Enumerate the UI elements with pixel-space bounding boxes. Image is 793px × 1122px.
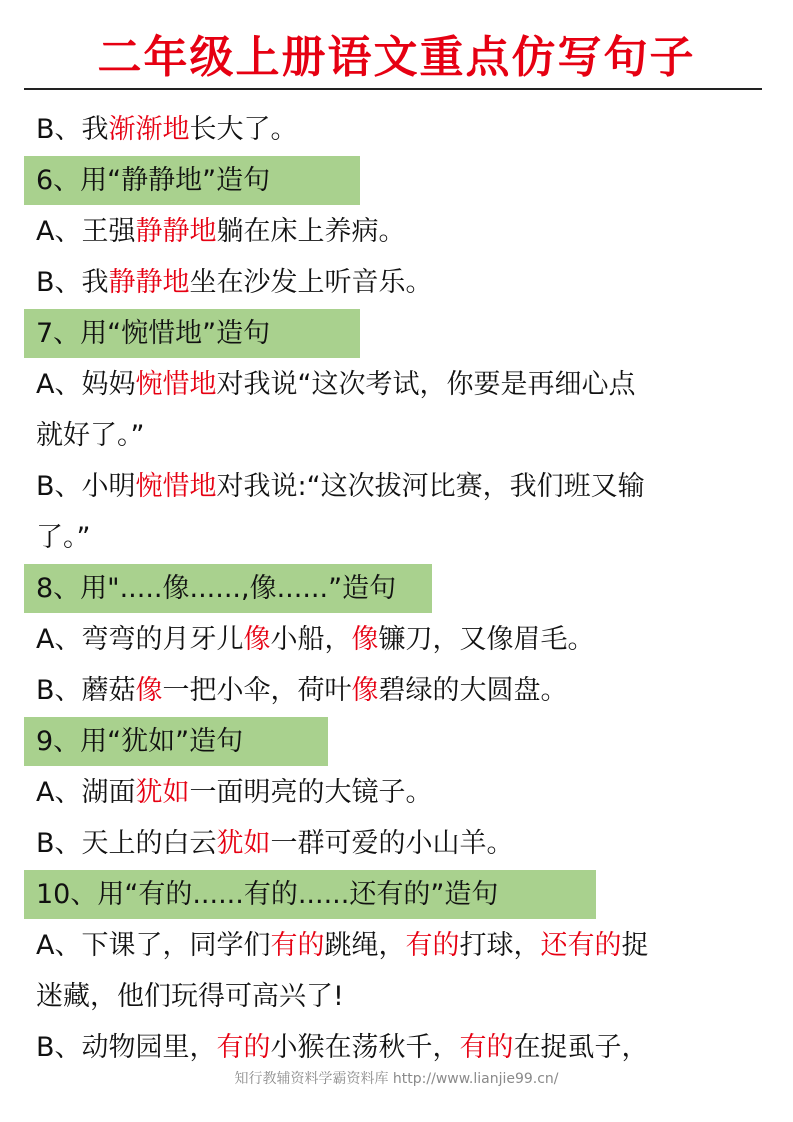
sentence-text: 我 <box>81 267 109 298</box>
sentence-text: 小猴在荡秋千， <box>270 1032 460 1063</box>
sentence-line <box>36 461 760 512</box>
sentence-text: 对我说:“这次拔河比赛，我们班又输 <box>216 471 645 502</box>
highlighted-keyword: 还有的 <box>540 930 622 961</box>
sentence-line <box>36 257 760 308</box>
sentence-prefix: B、 <box>36 828 82 859</box>
sentence-prefix: A、 <box>36 216 82 247</box>
heading-text: 9、用“犹如”造句 <box>36 726 244 757</box>
sentence-line <box>36 1022 760 1073</box>
highlighted-keyword: 像 <box>135 675 163 706</box>
sentence-line <box>36 512 760 563</box>
sentence-line <box>36 971 760 1022</box>
sentence-prefix: A、 <box>36 777 82 808</box>
highlighted-keyword: 有的 <box>459 1032 514 1063</box>
sentence-list <box>36 104 760 1073</box>
sentence-prefix: B、 <box>36 1032 82 1063</box>
highlighted-keyword: 像 <box>243 624 271 655</box>
sentence-prefix: B、 <box>36 471 82 502</box>
sentence-text: 妈妈 <box>81 369 136 400</box>
sentence-text: 了。” <box>36 522 91 553</box>
heading-text: 8、用".....像......,像......”造句 <box>36 573 397 604</box>
sentence-text: 对我说“这次考试，你要是再细心点 <box>216 369 636 400</box>
sentence-prefix: A、 <box>36 369 82 400</box>
sentence-line <box>36 665 760 716</box>
sentence-text: 下课了，同学们 <box>81 930 271 961</box>
highlighted-keyword: 像 <box>351 675 379 706</box>
sentence-text: 小船， <box>270 624 352 655</box>
heading-text: 10、用“有的......有的......还有的”造句 <box>36 879 499 910</box>
sentence-text: 天上的白云 <box>81 828 217 859</box>
highlighted-keyword: 有的 <box>216 1032 271 1063</box>
sentence-text: 弯弯的月牙儿 <box>81 624 244 655</box>
sentence-text: 王强 <box>81 216 136 247</box>
sentence-text: 坐在沙发上听音乐。 <box>189 267 433 298</box>
highlighted-keyword: 有的 <box>405 930 460 961</box>
title-divider <box>24 88 762 90</box>
sentence-text: 捉 <box>621 930 649 961</box>
sentence-prefix: B、 <box>36 267 82 298</box>
sentence-text: 蘑菇 <box>81 675 136 706</box>
highlighted-keyword: 惋惜地 <box>135 471 217 502</box>
sentence-text: 我 <box>81 114 109 145</box>
section-heading <box>36 716 760 767</box>
sentence-line <box>36 920 760 971</box>
sentence-text: 湖面 <box>81 777 136 808</box>
section-heading <box>36 308 760 359</box>
page-title: 二年级上册语文重点仿写句子 <box>97 32 696 83</box>
highlighted-keyword: 静静地 <box>108 267 190 298</box>
highlighted-keyword: 犹如 <box>135 777 190 808</box>
sentence-text: 迷藏，他们玩得可高兴了! <box>36 981 344 1012</box>
sentence-text: 在捉虱子， <box>513 1032 649 1063</box>
sentence-text: 一面明亮的大镜子。 <box>189 777 433 808</box>
sentence-text: 动物园里， <box>81 1032 217 1063</box>
sentence-line <box>36 818 760 869</box>
sentence-text: 就好了。” <box>36 420 145 451</box>
highlighted-keyword: 静静地 <box>135 216 217 247</box>
sentence-line <box>36 767 760 818</box>
sentence-prefix: B、 <box>36 114 82 145</box>
highlighted-keyword: 犹如 <box>216 828 271 859</box>
sentence-line <box>36 359 760 410</box>
sentence-line <box>36 104 760 155</box>
sentence-prefix: A、 <box>36 930 82 961</box>
highlighted-keyword: 有的 <box>270 930 325 961</box>
sentence-text: 躺在床上养病。 <box>216 216 406 247</box>
sentence-text: 一把小伞，荷叶 <box>162 675 352 706</box>
highlighted-keyword: 惋惜地 <box>135 369 217 400</box>
sentence-prefix: A、 <box>36 624 82 655</box>
sentence-line <box>36 410 760 461</box>
highlighted-keyword: 像 <box>351 624 379 655</box>
section-heading <box>36 563 760 614</box>
sentence-text: 镰刀，又像眉毛。 <box>378 624 595 655</box>
sentence-prefix: B、 <box>36 675 82 706</box>
sentence-line <box>36 614 760 665</box>
heading-text: 7、用“惋惜地”造句 <box>36 318 271 349</box>
sentence-line <box>36 206 760 257</box>
sentence-text: 打球， <box>459 930 541 961</box>
sentence-text: 一群可爱的小山羊。 <box>270 828 514 859</box>
section-heading <box>36 869 760 920</box>
sentence-text: 碧绿的大圆盘。 <box>378 675 568 706</box>
footer-watermark: 知行教辅资料学霸资料库 http://www.lianjie99.cn/ <box>234 1071 559 1087</box>
sentence-text: 长大了。 <box>189 114 298 145</box>
section-heading <box>36 155 760 206</box>
highlighted-keyword: 渐渐地 <box>108 114 190 145</box>
sentence-text: 小明 <box>81 471 136 502</box>
sentence-text: 跳绳， <box>324 930 406 961</box>
heading-text: 6、用“静静地”造句 <box>36 165 271 196</box>
